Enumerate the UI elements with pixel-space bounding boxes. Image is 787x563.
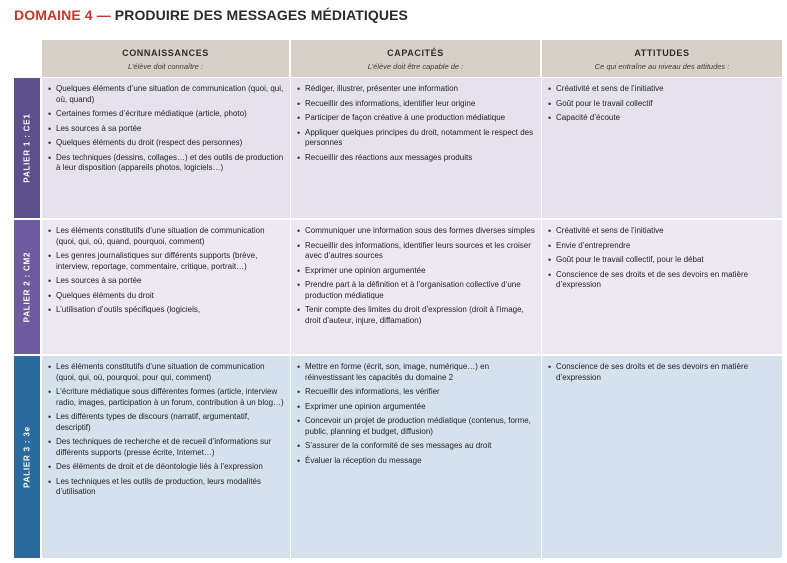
header-label: CAPACITÉS	[387, 48, 444, 58]
column-divider	[541, 40, 542, 558]
list-item: • Certaines formes d’écriture médiatique (article, photo)	[48, 109, 285, 120]
list-item: • Les techniques et les outils de production, leurs modalités d’utilisation	[48, 477, 285, 498]
palier-band-3	[14, 356, 40, 558]
palier-band-2	[14, 220, 40, 354]
header-subtitle: Ce qui entraîne au niveau des attitudes :	[594, 62, 730, 71]
competence-table	[14, 40, 782, 558]
list-item: • Les genres journalistiques sur différents supports (brève, interview, reportage, commentaire, critique, portrait…)	[48, 251, 285, 272]
list-item: • Des éléments de droit et de déontologie liés à l’expression	[48, 462, 285, 473]
palier-label: PALIER 2 : CM2	[22, 251, 32, 323]
list-item: • Tenir compte des limites du droit d’expression (droit à l’image, droit d’auteur, injure, diffamation)	[297, 305, 536, 326]
list-item: • Créativité et sens de l’initiative	[548, 226, 776, 237]
domain-name: PRODUIRE DES MESSAGES MÉDIATIQUES	[114, 7, 408, 23]
list-item: • Les sources à sa portée	[48, 276, 285, 287]
list-item: • Recueillir des réactions aux messages produits	[297, 153, 536, 164]
list-item: • L’utilisation d’outils spécifiques (logiciels,	[48, 305, 285, 316]
header-attitudes	[542, 40, 782, 77]
list-item: • Conscience de ses droits et de ses devoirs en matière d’expression	[548, 362, 776, 383]
list-item: • Concevoir un projet de production médiatique (contenus, forme, public, planning et budget, diffusion)	[297, 416, 536, 437]
list-item: • Exprimer une opinion argumentée	[297, 266, 536, 277]
list-item: • Envie d’entreprendre	[548, 241, 776, 252]
list-item: • Créativité et sens de l’initiative	[548, 84, 776, 95]
list-item: • Les différents types de discours (narratif, argumentatif, descriptif)	[48, 412, 285, 433]
cell-capacites-palier-1	[291, 78, 542, 218]
cell-capacites-palier-2	[291, 220, 542, 354]
palier-band-1	[14, 78, 40, 218]
list-item: • Des techniques de recherche et de recueil d’informations sur différents supports (presse écrite, Internet…)	[48, 437, 285, 458]
list-item: • Recueillir des informations, les vérifier	[297, 387, 536, 398]
domain-number: DOMAINE 4	[14, 7, 93, 23]
title-separator: —	[96, 7, 111, 23]
cell-attitudes-palier-2	[542, 220, 782, 354]
cell-capacites-palier-3	[291, 356, 542, 558]
list-item: • Prendre part à la définition et à l’organisation collective d’une production médiatique	[297, 280, 536, 301]
list-item: • Capacité d’écoute	[548, 113, 776, 124]
palier-label: PALIER 1 : CE1	[22, 113, 32, 183]
header-connaissances	[42, 40, 289, 77]
list-item: • Recueillir des informations, identifier leurs sources et les croiser avec d’autres sources	[297, 241, 536, 262]
list-item: • Les éléments constitutifs d’une situation de communication (quoi, qui, où, pourquoi, pour qui, comment)	[48, 362, 285, 383]
list-item: • Conscience de ses droits et de ses devoirs en matière d’expression	[548, 270, 776, 291]
list-item: • Recueillir des informations, identifier leur origine	[297, 99, 536, 110]
list-item: • Quelques éléments du droit (respect des personnes)	[48, 138, 285, 149]
header-label: CONNAISSANCES	[122, 48, 209, 58]
list-item: • L’écriture médiatique sous différentes formes (article, interview radio, images, participation à un forum, contribution à un blog…)	[48, 387, 285, 408]
list-item: • Exprimer une opinion argumentée	[297, 402, 536, 413]
header-capacites	[291, 40, 540, 77]
header-subtitle: L’élève doit être capable de :	[367, 62, 464, 71]
list-item: • S’assurer de la conformité de ses messages au droit	[297, 441, 536, 452]
column-divider	[290, 40, 291, 558]
header-subtitle: L’élève doit connaître :	[127, 62, 204, 71]
list-item: • Évaluer la réception du message	[297, 456, 536, 467]
page-title	[14, 7, 408, 23]
list-item: • Quelques éléments d’une situation de communication (quoi, qui, où, quand)	[48, 84, 285, 105]
list-item: • Mettre en forme (écrit, son, image, numérique…) en réinvestissant les capacités du domaine 2	[297, 362, 536, 383]
header-label: ATTITUDES	[634, 48, 690, 58]
list-item: • Les éléments constitutifs d’une situation de communication (quoi, qui, où, quand, pourquoi, comment)	[48, 226, 285, 247]
list-item: • Appliquer quelques principes du droit, notamment le respect des personnes	[297, 128, 536, 149]
list-item: • Quelques éléments du droit	[48, 291, 285, 302]
list-item: • Participer de façon créative à une production médiatique	[297, 113, 536, 124]
list-item: • Goût pour le travail collectif	[548, 99, 776, 110]
list-item: • Communiquer une information sous des formes diverses simples	[297, 226, 536, 237]
cell-connaissances-palier-2	[42, 220, 291, 354]
list-item: • Goût pour le travail collectif, pour le débat	[548, 255, 776, 266]
list-item: • Les sources à sa portée	[48, 124, 285, 135]
palier-label: PALIER 3 : 3e	[22, 426, 32, 488]
cell-attitudes-palier-1	[542, 78, 782, 218]
cell-connaissances-palier-3	[42, 356, 291, 558]
list-item: • Rédiger, illustrer, présenter une information	[297, 84, 536, 95]
cell-connaissances-palier-1	[42, 78, 291, 218]
cell-attitudes-palier-3	[542, 356, 782, 558]
list-item: • Des techniques (dessins, collages…) et des outils de production à leur disposition (appareils photos, logiciels…)	[48, 153, 285, 174]
